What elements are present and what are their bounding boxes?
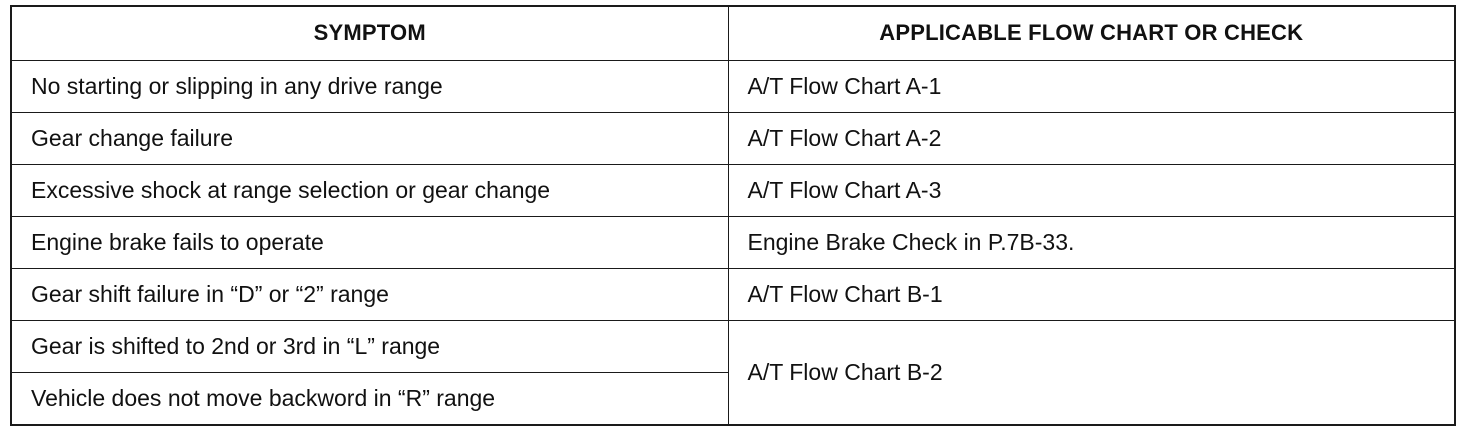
table-row	[11, 112, 1455, 164]
check-cell: A/T Flow Chart A-1	[728, 60, 1455, 112]
check-cell: Engine Brake Check in P.7B-33.	[728, 216, 1455, 268]
symptom-cell: Gear is shifted to 2nd or 3rd in “L” range	[11, 320, 728, 372]
header-applicable-check: APPLICABLE FLOW CHART OR CHECK	[728, 6, 1455, 60]
table-row	[11, 216, 1455, 268]
table-row	[11, 164, 1455, 216]
table-header-row	[11, 6, 1455, 60]
symptom-cell: Vehicle does not move backword in “R” range	[11, 372, 728, 425]
symptom-cell: Gear shift failure in “D” or “2” range	[11, 268, 728, 320]
check-cell-merged: A/T Flow Chart B-2	[728, 320, 1455, 425]
table-row	[11, 60, 1455, 112]
check-cell: A/T Flow Chart A-3	[728, 164, 1455, 216]
symptom-cell: No starting or slipping in any drive range	[11, 60, 728, 112]
table-row	[11, 268, 1455, 320]
symptom-table	[10, 5, 1456, 426]
check-cell: A/T Flow Chart A-2	[728, 112, 1455, 164]
symptom-cell: Gear change failure	[11, 112, 728, 164]
symptom-cell: Excessive shock at range selection or gear change	[11, 164, 728, 216]
table-row	[11, 320, 1455, 372]
check-cell: A/T Flow Chart B-1	[728, 268, 1455, 320]
symptom-cell: Engine brake fails to operate	[11, 216, 728, 268]
header-symptom: SYMPTOM	[11, 6, 728, 60]
